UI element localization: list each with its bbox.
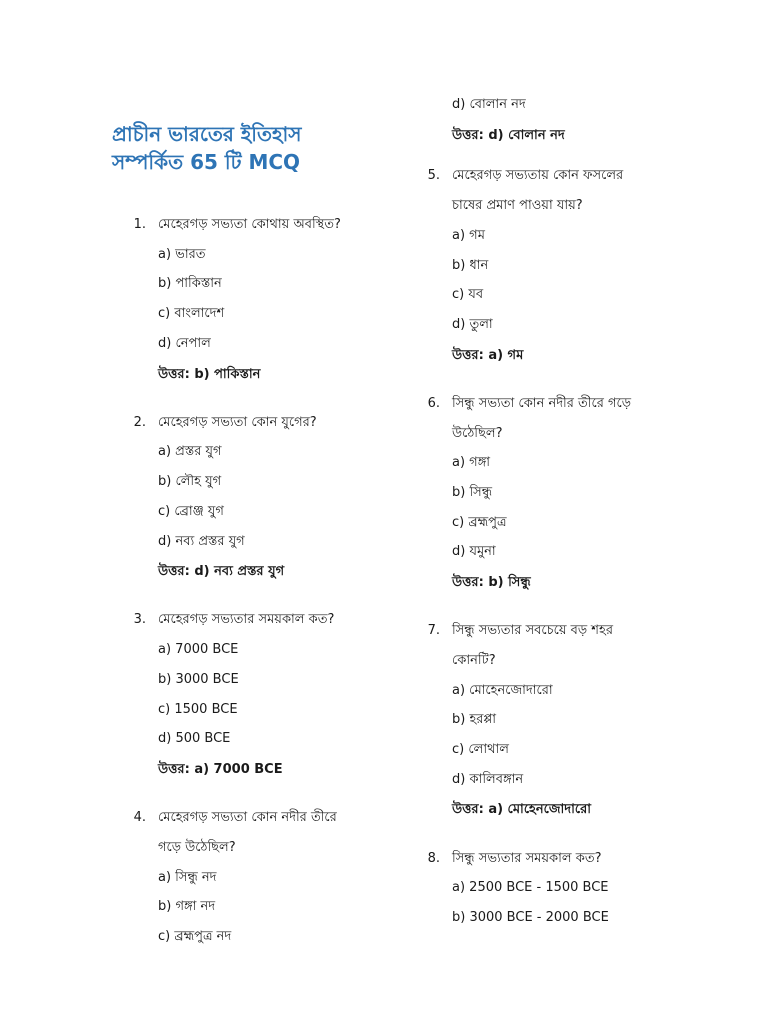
option-item: d) নেপাল (158, 335, 211, 351)
question-text: মেহেরগড় সভ্যতা কোন যুগের? (158, 414, 317, 430)
answer-prefix: উত্তর: (158, 564, 195, 580)
question-number: 2. (133, 414, 146, 430)
question-text: সিন্ধু সভ্যতা কোন নদীর তীরে গড়ে (452, 395, 632, 411)
option-item: a) 2500 BCE - 1500 BCE (452, 880, 609, 896)
option-item: d) যমুনা (452, 544, 496, 560)
question-number: 1. (133, 217, 146, 232)
question-number: 7. (427, 623, 440, 639)
question-text: মেহেরগড় সভ্যতায় কোন ফসলের (452, 168, 624, 184)
option-item: b) গঙ্গা নদ (158, 899, 216, 915)
option-item: b) পাকিস্তান (158, 276, 222, 292)
answer-line (158, 761, 283, 779)
option-item: c) যব (452, 287, 484, 303)
option-item: c) 1500 BCE (158, 701, 238, 717)
option-item: a) সিন্ধু নদ (158, 869, 217, 885)
option-item: b) লৌহ যুগ (158, 474, 222, 490)
option-item: b) সিন্ধু (452, 484, 493, 500)
answer-line (452, 801, 591, 819)
question-text: সিন্ধু সভ্যতার সবচেয়ে বড় শহর (452, 623, 613, 639)
answer-value: d) নব্য প্রস্তর যুগ (194, 564, 285, 580)
question-text: মেহেরগড় সভ্যতা কোথায় অবস্থিত? (158, 217, 341, 232)
page-title: প্রাচীন ভারতের ইতিহাস সম্পর্কিত 65 টি MCQ (112, 122, 302, 174)
answer-prefix: উত্তর: (452, 575, 489, 590)
answer-line (452, 574, 531, 592)
option-item: b) 3000 BCE - 2000 BCE (452, 910, 609, 925)
question-number: 4. (133, 810, 146, 826)
answer-value: a) গম (488, 347, 524, 363)
option-item: d) কালিবঙ্গান (452, 771, 524, 787)
answer-prefix: উত্তর: (158, 366, 195, 382)
answer-line (158, 563, 284, 581)
answer-value: a) 7000 BCE (194, 761, 283, 777)
answer-line (452, 347, 523, 365)
option-item: a) প্রস্তর যুগ (158, 444, 222, 460)
option-item: a) 7000 BCE (158, 642, 239, 658)
question-text: মেহেরগড় সভ্যতার সময়কাল কত? (158, 612, 335, 628)
answer-value: d) বোলান নদ (488, 127, 565, 143)
question-text: চাষের প্রমাণ পাওয়া যায়? (452, 198, 583, 214)
option-item: c) লোথাল (452, 742, 509, 757)
question-number: 6. (427, 395, 440, 411)
answer-value: b) পাকিস্তান (194, 366, 261, 382)
option-item: d) নব্য প্রস্তর যুগ (158, 533, 245, 549)
option-item: d) বোলান নদ (452, 97, 526, 112)
question-text: মেহেরগড় সভ্যতা কোন নদীর তীরে (158, 810, 337, 826)
option-item: a) গঙ্গা (452, 455, 491, 471)
option-item: a) মোহেনজোদারো (452, 682, 553, 698)
option-item: b) 3000 BCE (158, 671, 239, 687)
option-item: b) হরপ্পা (452, 712, 497, 728)
question-text: উঠেছিল? (452, 425, 503, 441)
question-number: 5. (427, 168, 440, 184)
option-item: c) ব্রহ্মপুত্র নদ (158, 928, 232, 944)
option-item: d) তুলা (452, 316, 493, 332)
answer-prefix: উত্তর: (452, 127, 489, 143)
question-text: কোনটি? (452, 652, 496, 668)
answer-prefix: উত্তর: (452, 802, 489, 818)
answer-value: b) সিন্ধু (488, 575, 531, 590)
answer-value: a) মোহেনজোদারো (488, 802, 591, 818)
option-item: c) বাংলাদেশ (158, 306, 225, 322)
question-number: 3. (133, 612, 146, 628)
option-item: c) ব্রহ্মপুত্র (452, 514, 507, 530)
option-item: a) ভারত (158, 246, 206, 262)
answer-line (158, 366, 260, 384)
question-text: সিন্ধু সভ্যতার সময়কাল কত? (452, 850, 602, 866)
answer-prefix: উত্তর: (158, 761, 195, 777)
option-item: b) ধান (452, 257, 489, 273)
answer-line (452, 127, 565, 145)
answer-prefix: উত্তর: (452, 347, 489, 363)
option-item: d) 500 BCE (158, 731, 231, 747)
option-item: c) ব্রোঞ্জ যুগ (158, 503, 224, 519)
option-item: a) গম (452, 227, 485, 243)
question-number: 8. (427, 850, 440, 866)
question-text: গড়ে উঠেছিল? (158, 839, 236, 855)
